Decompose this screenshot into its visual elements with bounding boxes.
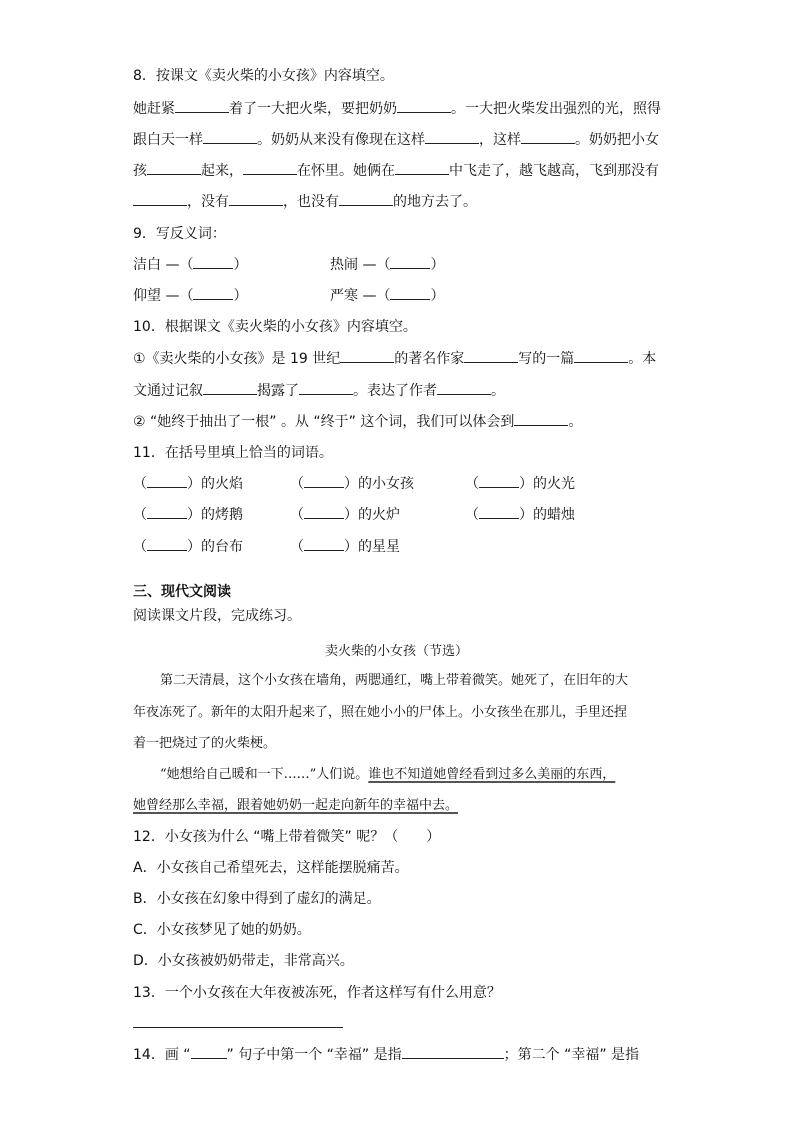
answer-line[interactable] (133, 1027, 343, 1028)
passage-line: 年夜冻死了。新年的太阳升起来了，照在她小小的尸体上。小女孩坐在那儿，手里还捏 (133, 705, 628, 720)
passage-title: 卖火柴的小女孩（节选） (324, 644, 468, 659)
blank[interactable] (299, 380, 353, 395)
blank[interactable] (147, 160, 201, 175)
blank[interactable] (193, 255, 233, 269)
q12-option-c[interactable]: C．小女孩梦见了她的奶奶。 (133, 922, 311, 938)
section-heading: 三、现代文阅读 (133, 584, 231, 600)
q11-title: 11．在括号里填上恰当的词语。 (133, 445, 333, 461)
q10-title: 10．根据课文《卖火柴的小女孩》内容填空。 (133, 319, 417, 335)
blank[interactable] (203, 380, 257, 395)
q8-line-2: 跟白天一样 。奶奶从来没有像现在这样 ，这样 。奶奶把小女 (133, 129, 659, 150)
q9-item: 洁白 —（ ） (133, 257, 248, 273)
blank[interactable] (304, 505, 344, 519)
q12-option-a[interactable]: A．小女孩自己希望死去，这样能摆脱痛苦。 (133, 860, 409, 876)
blank[interactable] (339, 191, 393, 206)
q9-item: 严寒 —（ ） (330, 288, 445, 304)
blank[interactable] (437, 380, 491, 395)
q12-option-b[interactable]: B．小女孩在幻象中得到了虚幻的满足。 (133, 891, 381, 907)
blank[interactable] (203, 129, 257, 144)
q9-item: 仰望 —（ ） (133, 288, 248, 304)
blank[interactable] (133, 191, 187, 206)
blank[interactable] (425, 129, 479, 144)
q11-item: （ ）的火光 (465, 476, 575, 492)
blank[interactable] (514, 411, 568, 426)
blank[interactable] (340, 348, 394, 363)
blank[interactable] (479, 474, 519, 488)
section-instruction: 阅读课文片段，完成练习。 (133, 608, 301, 624)
q10-line-2: 文通过记叙 揭露了 。表达了作者 。 (133, 380, 505, 401)
blank[interactable] (304, 537, 344, 551)
q11-item: （ ）的台布 (133, 539, 243, 555)
q8-line-4: ，没有 ，也没有 的地方去了。 (133, 191, 477, 212)
passage-line: 着一把烧过了的火柴梗。 (133, 736, 277, 751)
blank[interactable] (147, 505, 187, 519)
blank[interactable] (402, 1044, 504, 1059)
q12-title: 12．小女孩为什么 “嘴上带着微笑” 呢？（ ） (133, 829, 441, 845)
blank[interactable] (395, 160, 449, 175)
q12-option-d[interactable]: D．小女孩被奶奶带走，非常高兴。 (133, 953, 354, 969)
underlined-sentence: 谁也不知道她曾经看到过多么美丽的东西， (368, 767, 616, 782)
passage-line: 第二天清晨，这个小女孩在墙角，两腮通红，嘴上带着微笑。她死了，在旧年的大 (160, 673, 629, 688)
q8-line-3: 孩 起来， 在怀里。她俩在 中飞走了，越飞越高，飞到那没有 (133, 160, 659, 181)
blank[interactable] (243, 160, 297, 175)
blank[interactable] (390, 255, 430, 269)
blank[interactable] (191, 1044, 227, 1059)
blank[interactable] (147, 537, 187, 551)
q11-item: （ ）的火炉 (290, 507, 400, 523)
q8-title: 8．按课文《卖火柴的小女孩》内容填空。 (133, 68, 394, 84)
q11-item: （ ）的星星 (290, 539, 400, 555)
blank[interactable] (397, 98, 451, 113)
q9-title: 9．写反义词： (133, 226, 226, 242)
q11-item: （ ）的小女孩 (290, 476, 414, 492)
q11-item: （ ）的烤鹅 (133, 507, 243, 523)
underlined-sentence: 她曾经那么幸福，跟着她奶奶一起走向新年的幸福中去。 (133, 798, 459, 813)
q10-line-1: ①《卖火柴的小女孩》是 19 世纪 的著名作家 写的一篇 。本 (133, 348, 656, 369)
q13-title: 13．一个小女孩在大年夜被冻死，作者这样写有什么用意？ (133, 985, 501, 1001)
q11-item: （ ）的火焰 (133, 476, 243, 492)
blank[interactable] (175, 98, 229, 113)
q11-item: （ ）的蜡烛 (465, 507, 575, 523)
blank[interactable] (147, 474, 187, 488)
q14-line: 14．画 “ ” 句子中第一个 “幸福” 是指 ；第二个 “幸福” 是指 (133, 1044, 639, 1065)
blank[interactable] (574, 348, 628, 363)
blank[interactable] (521, 129, 575, 144)
blank[interactable] (229, 191, 283, 206)
passage-line (133, 796, 458, 816)
blank[interactable] (304, 474, 344, 488)
q8-line-1: 她赶紧 着了一大把火柴，要把奶奶 。一大把火柴发出强烈的光，照得 (133, 98, 661, 119)
q9-item: 热闹 —（ ） (330, 257, 445, 273)
blank[interactable] (193, 286, 233, 300)
q10-line-3: ② “她终于抽出了一根” 。从 “终于” 这个词，我们可以体会到 。 (133, 411, 582, 432)
blank[interactable] (464, 348, 518, 363)
passage-line: “她想给自己暖和一下……”人们说。谁也不知道她曾经看到过多么美丽的东西， (160, 767, 616, 782)
blank[interactable] (479, 505, 519, 519)
blank[interactable] (390, 286, 430, 300)
